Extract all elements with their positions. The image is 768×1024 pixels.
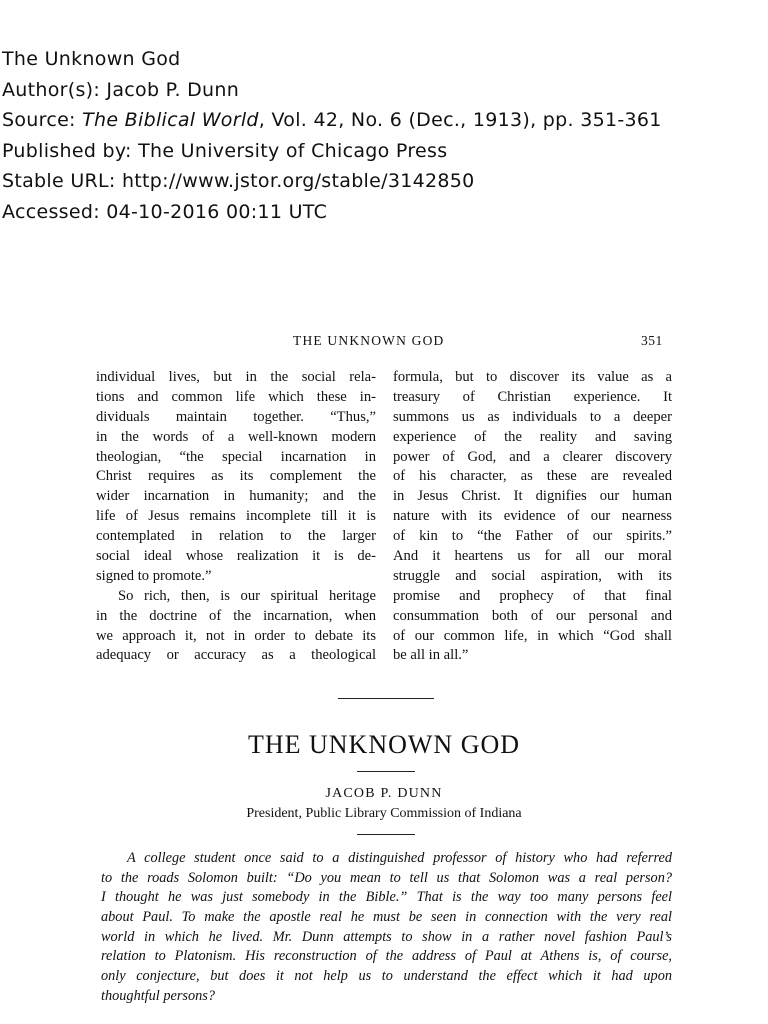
text-line: in the doctrine of the incarnation, when	[96, 607, 376, 624]
jstor-cover-metadata	[2, 44, 662, 228]
text-line: So rich, then, is our spiritual heritage	[118, 587, 376, 604]
text-line: signed to promote.”	[96, 567, 212, 584]
running-head: THE UNKNOWN GOD	[293, 333, 445, 348]
abstract-line: to the roads Solomon built: “Do you mean to tell us that Solomon was a real person?	[101, 869, 672, 886]
article-title: THE UNKNOWN GOD	[247, 730, 521, 759]
title-divider	[357, 771, 415, 772]
text-line: formula, but to discover its value as a	[393, 369, 672, 385]
source-prefix: Source:	[2, 109, 83, 132]
abstract-line: about Paul. To make the apostle real he must be seen in connection with the very real	[101, 909, 672, 926]
previous-article-right-column	[393, 368, 672, 666]
text-line: in Jesus Christ. It dignifies our human	[393, 488, 672, 505]
text-line: treasury of Christian experience. It	[393, 388, 672, 405]
text-line: summons us as individuals to a deeper	[393, 408, 672, 425]
author-affiliation: President, Public Library Commission of Indiana	[246, 806, 522, 821]
cover-stable-url[interactable]: Stable URL: http://www.jstor.org/stable/3142850	[2, 170, 475, 193]
cover-accessed: Accessed: 04-10-2016 00:11 UTC	[2, 200, 328, 223]
text-line: dividuals maintain together. “Thus,”	[96, 408, 376, 425]
section-divider	[338, 698, 434, 699]
abstract-line: world in which he lived. Mr. Dunn attempts to show in a rather novel fashion Paul’s	[101, 928, 672, 945]
text-line: individual lives, but in the social rela-	[96, 369, 376, 385]
text-line: Christ requires as its complement the	[96, 468, 376, 485]
abstract-line: only conjecture, but does it not help us to understand the effect which it had upon	[101, 968, 672, 985]
text-line: of our common life, in which “God shall	[393, 627, 672, 644]
abstract-line: relation to Platonism. His reconstruction of the address of Paul at Athens is, of course,	[101, 948, 672, 965]
editorial-abstract	[101, 849, 672, 1007]
text-line: contemplated in relation to the larger	[96, 528, 376, 545]
text-line: wider incarnation in humanity; and the	[96, 488, 376, 505]
text-line: be all in all.”	[393, 647, 469, 664]
text-line: consummation both of our personal and	[393, 607, 672, 624]
text-line: tions and common life which these in-	[96, 388, 376, 405]
text-line: nature with its evidence of our nearness	[393, 508, 672, 525]
text-line: power of God, and a clearer discovery	[393, 448, 672, 465]
previous-article-left-column	[96, 368, 376, 666]
cover-title: The Unknown God	[2, 48, 181, 70]
author-divider	[357, 834, 415, 835]
source-journal: The Biblical World	[82, 109, 259, 132]
text-line: life of Jesus remains incomplete till it is	[96, 508, 376, 525]
text-line: And it heartens us for all our moral	[393, 548, 672, 565]
text-line: of kin to “the Father of our spirits.”	[393, 528, 672, 545]
article-author: JACOB P. DUNN	[325, 786, 443, 801]
text-line: struggle and social aspiration, with its	[393, 567, 672, 584]
text-line: social ideal whose realization it is de-	[96, 548, 376, 565]
text-line: in the words of a well-known modern	[96, 428, 376, 445]
text-line: promise and prophecy of that final	[393, 587, 672, 604]
cover-author: Author(s): Jacob P. Dunn	[2, 78, 240, 101]
text-line: theologian, “the special incarnation in	[96, 448, 376, 465]
page-number: 351	[641, 333, 663, 348]
cover-publisher: Published by: The University of Chicago Press	[2, 139, 448, 162]
abstract-line: I thought he was just somebody in the Bible.” That is the way too many persons feel	[101, 889, 672, 906]
cover-source	[2, 105, 662, 136]
source-details: , Vol. 42, No. 6 (Dec., 1913), pp. 351-361	[258, 109, 662, 132]
text-line: experience of the reality and saving	[393, 428, 672, 445]
text-line: we approach it, not in order to debate its	[96, 627, 376, 644]
abstract-line: thoughtful persons?	[101, 987, 215, 1004]
abstract-line: A college student once said to a distinguished professor of history who had referred	[127, 850, 672, 866]
text-line: adequacy or accuracy as a theological	[96, 647, 376, 664]
text-line: of his character, as these are revealed	[393, 468, 672, 485]
